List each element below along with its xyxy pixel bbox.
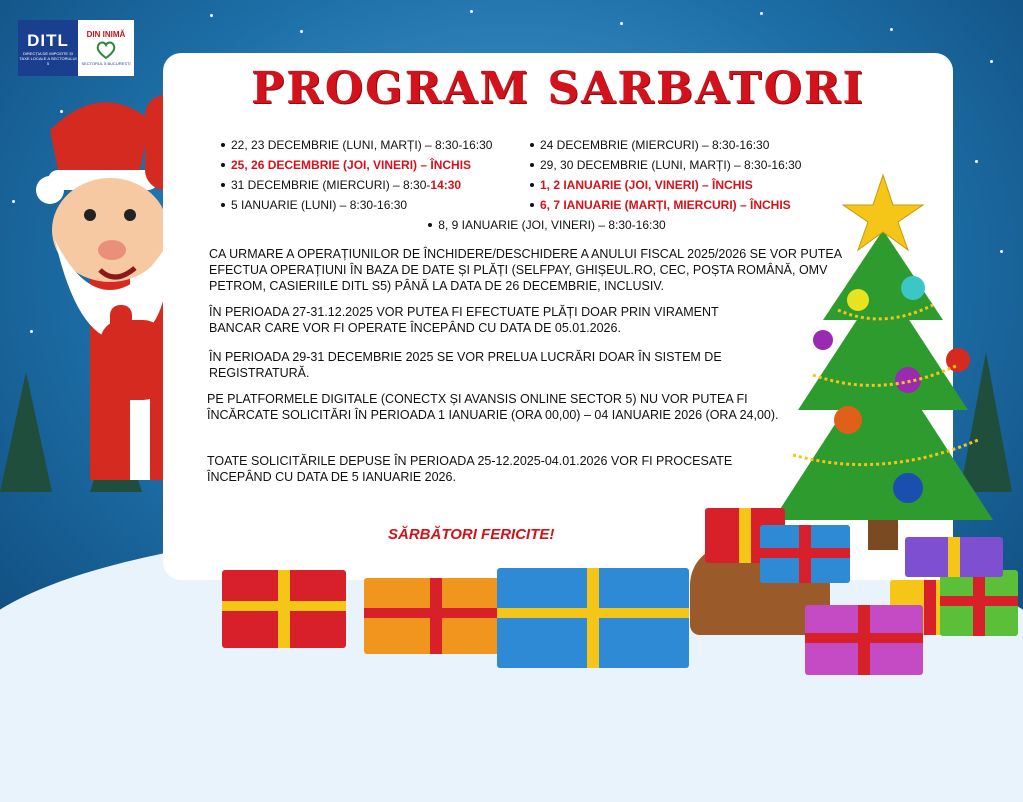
notice-paragraph: TOATE SOLICITĂRILE DEPUSE ÎN PERIOADA 25-12.2025-04.01.2026 VOR FI PROCESATE ÎNCEPÂND CU DATA DE 5 IANUARIE 2026. xyxy=(207,454,733,484)
schedule-item-closed: 25, 26 DECEMBRIE (JOI, VINERI) – ÎNCHIS xyxy=(221,158,530,172)
din-inima-logo xyxy=(78,20,134,76)
schedule-item-closed: 6, 7 IANUARIE (MARȚI, MIERCURI) – ÎNCHIS xyxy=(530,198,830,212)
notice-paragraph: ÎN PERIOADA 27-31.12.2025 VOR PUTEA FI EFECTUATE PLĂȚI DOAR PRIN VIRAMENT BANCAR CARE VOR FI OPERATE ÎNCEPÂND CU DATA DE 05.01.2026. xyxy=(209,305,719,335)
notice-paragraph: PE PLATFORMELE DIGITALE (CONECTX ȘI AVANSIS ONLINE SECTOR 5) NU VOR PUTEA FI ÎNCĂRCATE SOLICITĂRI ÎN PERIOADA 1 IANUARIE (ORA 00,00) – 04 IANUARIE 2026 (ORA 24,00). xyxy=(207,392,779,422)
schedule-item: 22, 23 DECEMBRIE (LUNI, MARȚI) – 8:30-16:30 xyxy=(221,138,530,152)
schedule-row xyxy=(221,135,953,155)
schedule-item: 29, 30 DECEMBRIE (LUNI, MARȚI) – 8:30-16:30 xyxy=(530,158,830,172)
logo-group xyxy=(18,20,134,76)
gift-box xyxy=(364,578,507,654)
page-title: PROGRAM SARBATORI xyxy=(251,63,865,114)
gift-box xyxy=(497,568,689,668)
gift-box xyxy=(940,570,1018,636)
din-inima-logo-subtext: SECTORUL 5 BUCUREȘTI xyxy=(81,61,131,66)
notice-paragraph: ÎN PERIOADA 29-31 DECEMBRIE 2025 SE VOR PRELUA LUCRĂRI DOAR ÎN SISTEM DE REGISTRATURĂ. xyxy=(209,350,722,380)
schedule-item: 24 DECEMBRIE (MIERCURI) – 8:30-16:30 xyxy=(530,138,830,152)
gift-box xyxy=(760,525,850,583)
gift-box xyxy=(805,605,923,675)
schedule-item-closed: 1, 2 IANUARIE (JOI, VINERI) – ÎNCHIS xyxy=(530,178,830,192)
din-inima-logo-text: DIN INIMĂ xyxy=(86,30,126,39)
ditl-logo xyxy=(18,20,78,76)
ditl-logo-subtext: DIRECȚIA DE IMPOZITE ȘI TAXE LOCALE A SECTORULUI 5 xyxy=(19,50,77,66)
gift-box xyxy=(222,570,346,648)
schedule-item: 8, 9 IANUARIE (JOI, VINERI) – 8:30-16:30 xyxy=(438,218,666,232)
schedule-item: 5 IANUARIE (LUNI) – 8:30-16:30 xyxy=(221,198,530,212)
schedule-item: 31 DECEMBRIE (MIERCURI) – 8:30- 14:30 xyxy=(221,178,530,192)
gift-box xyxy=(905,537,1003,577)
notice-paragraph: CA URMARE A OPERAȚIUNILOR DE ÎNCHIDERE/DESCHIDERE A ANULUI FISCAL 2025/2026 SE VOR PUTEA EFECTUA OPERAȚIUNI ÎN BAZA DE DATE ȘI PLĂȚI (SELFPAY, GHIȘEUL.RO, CEC, POȘTA ROMÂNĂ, OMV PETROM, CASIERIILE DITL S5) PÂNĂ LA DATA DE 26 DECEMBRIE, INCLUSIV. xyxy=(209,247,842,293)
holiday-greeting: SĂRBĂTORI FERICITE! xyxy=(388,526,555,543)
heart-icon xyxy=(95,39,117,61)
ditl-logo-text: DITL xyxy=(27,30,69,50)
